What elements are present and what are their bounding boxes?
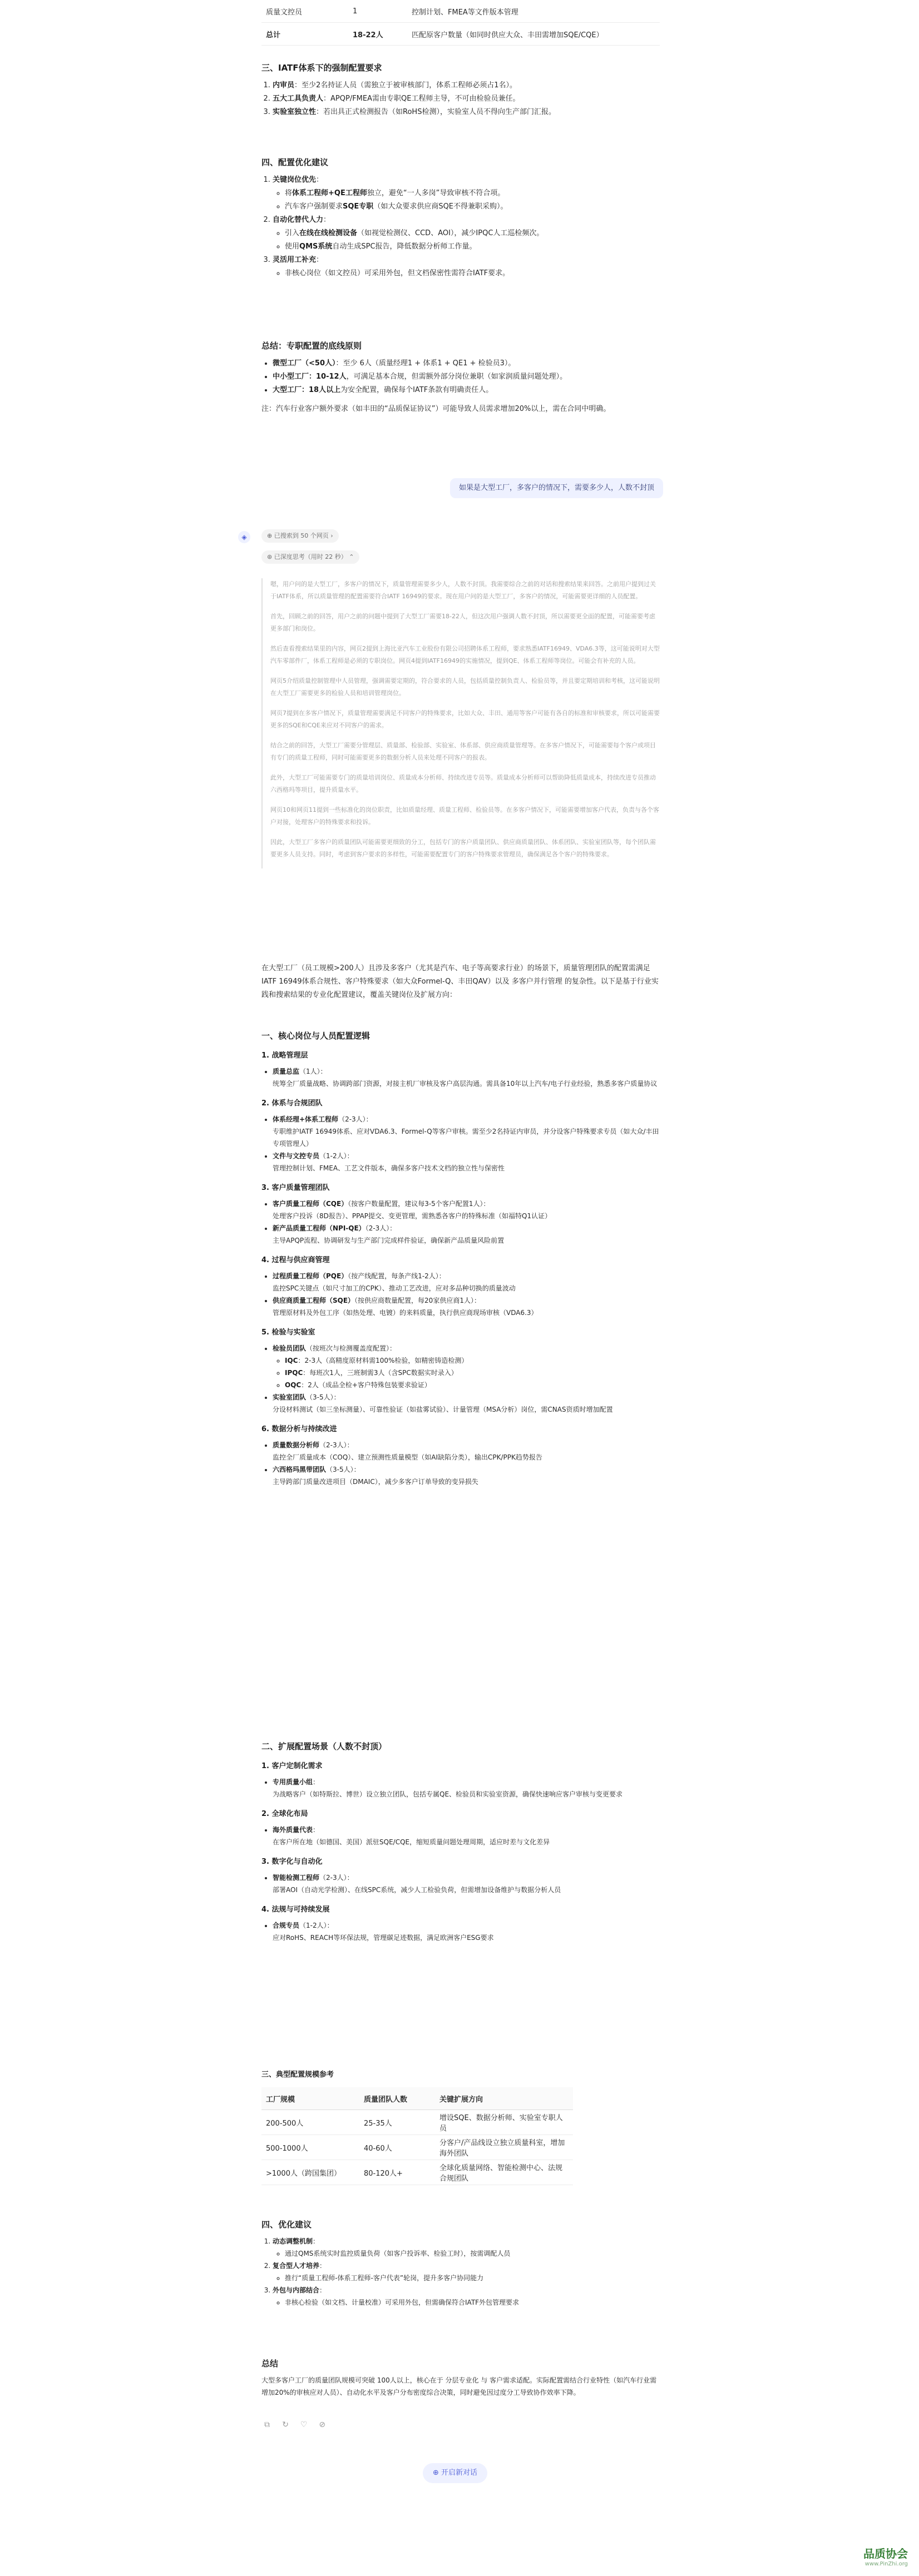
table-cell: 控制计划、FMEA等文件版本管理 bbox=[407, 0, 660, 23]
watermark-url: www.PinZhi.org bbox=[864, 2561, 908, 2567]
section-title: 三、IATF体系下的强制配置要求 bbox=[261, 63, 382, 73]
list-item: • 质量数据分析师（2-3人）： 监控全厂质量成本（COQ）、建立预测性质量模型（如AI缺陷分类），输出CPK/PPK趋势报告 bbox=[273, 1439, 660, 1463]
section-title: 四、配置优化建议 bbox=[261, 157, 329, 167]
list-item: • 供应商质量工程师（SQE）（按供应商数量配置，每20家供应商1人）： 管理原材料及外包工序（如热处理、电镀）的来料质量，执行供应商现场审核（VDA6.3） bbox=[273, 1294, 660, 1319]
section-title: 总结：专职配置的底线原则 bbox=[261, 341, 362, 351]
summary-baseline-section bbox=[261, 339, 660, 416]
reasoning-paragraph: 结合之前的回答，大型工厂需要分管理层、质量部、检验部、实验室、体系部、供应商质量管理等。在多客户情况下，可能需要每个客户或项目有专门的质量工程师，同时可能需要更多的数据分析人员来处理不同客户的报表。 bbox=[270, 742, 656, 761]
group-system bbox=[261, 1098, 660, 1174]
copy-icon[interactable]: ⧉ bbox=[264, 2420, 270, 2429]
section-title: 四、优化建议 bbox=[261, 2220, 312, 2230]
reasoning-paragraph: 网页5介绍质量控制管理中人员管理，强调需要定期的，符合要求的人员，包括质量控制负责人、检验员等，并且要定期培训和考核，这可能说明在大型工厂需要更多的检验人员和培训管理岗位。 bbox=[270, 677, 660, 697]
group-title: 4. 过程与供应商管理 bbox=[261, 1256, 330, 1264]
chevron-up-icon: ⌃ bbox=[349, 553, 354, 560]
group-data-improvement bbox=[261, 1423, 660, 1488]
list-item: • 过程质量工程师（PQE）（按产线配置，每条产线1-2人）： 监控SPC关键点（如尺寸加工的CPK）、推动工艺改进，应对多品种切换的质量波动 bbox=[273, 1270, 660, 1294]
group-title: 2. 全球化布局 bbox=[261, 1810, 308, 1818]
conclusion-text: 大型多客户工厂的质量团队规模可突破 100人以上，核心在于 分层专业化 与 客户需求适配。实际配置需结合行业特性（如汽车行业需增加20%的审核应对人员）、自动化水平及客户分布密度综合决策，同时避免因过度分工导致协作效率下降。 bbox=[261, 2376, 657, 2396]
section-title: 总结 bbox=[261, 2359, 279, 2369]
iatf-requirements-section bbox=[261, 61, 660, 119]
thumbs-down-icon[interactable]: ⊘ bbox=[319, 2420, 326, 2429]
table-cell: 1 bbox=[348, 0, 407, 23]
table-row bbox=[261, 2135, 573, 2160]
thinking-toggle-pill[interactable]: ⊛ 已深度思考（用时 22 秒） ⌃ bbox=[261, 550, 359, 564]
list-item: 1. 内审员：至少2名持证人员（需独立于被审核部门，体系工程师必须占1名）。 bbox=[273, 79, 660, 92]
list-item: • 智能检测工程师（2-3人）： 部署AOI（自动光学检测）、在线SPC系统，减少人工检验负荷，但需增加设备维护与数据分析人员 bbox=[273, 1872, 660, 1896]
list-item: ◦ 汽车客户强制要求SQE专职（如大众要求供应商SQE不得兼职采购）。 bbox=[285, 200, 660, 214]
list-item: • 检验员团队（按班次与检测覆盖度配置）： ◦ IQC：2-3人（高精度原材料需100%检验，如精密铸造检测） ◦ IPQC：每班次1人，三班制需3人（含SPC数据实时录入） ◦ OQC：2人（成品全检+客户特殊包装要求验证） bbox=[273, 1342, 660, 1391]
top-table bbox=[261, 0, 660, 46]
thumbs-up-icon[interactable]: ♡ bbox=[300, 2420, 308, 2429]
requirements-list bbox=[261, 79, 660, 119]
list-item: ◦ IPQC：每班次1人，三班制需3人（含SPC数据实时录入） bbox=[285, 1367, 660, 1379]
optimization-list bbox=[261, 173, 660, 280]
group-custom bbox=[261, 1760, 660, 1800]
table-cell: 80-120人+ bbox=[359, 2160, 435, 2185]
watermark bbox=[863, 2545, 908, 2567]
list-item: 3. 实验室独立性：若出具正式检测报告（如RoHS检测），实验室人员不得向生产部门汇报。 bbox=[273, 106, 660, 119]
top-table-container bbox=[261, 0, 660, 46]
reasoning-paragraph: 然后查看搜索结果里的内容，网页2提到上海比亚汽车工业股份有限公司招聘体系工程师，要求熟悉IATF16949、VDA6.3等，这可能说明对大型汽车零部件厂，体系工程师是必须的专职岗位。网页4提到IATF16949的实施情况，提到QE、体系工程师等岗位。可能会有补充的人员。 bbox=[270, 645, 660, 664]
group-inspection-lab bbox=[261, 1327, 660, 1416]
list-item: • 中小型工厂：10-12人，可满足基本合规，但需额外部分岗位兼职（如家润质量问题处理）。 bbox=[273, 370, 660, 384]
table-cell: 25-35人 bbox=[359, 2110, 435, 2135]
conclusion-section bbox=[261, 2357, 660, 2399]
group-global bbox=[261, 1808, 660, 1848]
table-row bbox=[261, 0, 660, 23]
table-cell: 500-1000人 bbox=[261, 2135, 359, 2160]
group-digital bbox=[261, 1856, 660, 1896]
list-item: • 微型工厂（<50人）：至少 6人（质量经理1 + 体系1 + QE1 + 检验员3）。 bbox=[273, 357, 660, 370]
list-item: ◦ 非核心岗位（如文控员）可采用外包，但文档保密性需符合IATF要求。 bbox=[285, 267, 660, 280]
search-results-pill[interactable]: ⊕ 已搜索到 50 个网页 › bbox=[261, 529, 339, 543]
list-item: • 质量总监（1人）： 统筹全厂质量战略、协调跨部门资源，对接主机厂审核及客户高层沟通。需具备10年以上汽车/电子行业经验，熟悉多客户质量协议 bbox=[273, 1065, 660, 1090]
table-cell: 匹配原客户数量（如同时供应大众、丰田需增加SQE/CQE） bbox=[407, 23, 660, 46]
list-item: 2. 自动化替代人力： ◦ 引入在线在线检测设备（如视觉检测仪、CCD、AOI），减少IPQC人工巡检频次。 ◦ 使用QMS系统自动生成SPC报告，降低数据分析师工作量。 bbox=[273, 214, 660, 254]
list-item: • 大型工厂：18人以上为安全配置，确保每个IATF条款有明确责任人。 bbox=[273, 384, 660, 397]
reasoning-paragraph: 嗯，用户问的是大型工厂，多客户的情况下，质量管理需要多少人，人数不封顶。我需要综合之前的对话和搜索结果来回答。之前用户提到过关于IATF体系，所以质量管理的配置需要符合IATF 16949的要求。现在用户问的是大型工厂，多客户的情况，可能需要更详细的人员配置。 bbox=[270, 580, 656, 600]
group-compliance bbox=[261, 1904, 660, 1944]
new-chat-button[interactable]: ⊕ 开启新对话 bbox=[423, 2463, 487, 2483]
table-header: 工厂规模 bbox=[261, 2087, 359, 2110]
list-item: • 文件与文控专员（1-2人）： 管理控制计划、FMEA、工艺文件版本，确保多客户技术文档的独立性与保密性 bbox=[273, 1150, 660, 1174]
globe-icon: ⊕ bbox=[267, 532, 274, 539]
list-item: • 六西格玛黑带团队（3-5人）： 主导跨部门质量改进项目（DMAIC），减少多客户订单导致的变异损失 bbox=[273, 1463, 660, 1488]
table-row bbox=[261, 2160, 573, 2185]
group-title: 3. 客户质量管理团队 bbox=[261, 1184, 330, 1192]
thinking-status bbox=[261, 550, 660, 564]
group-title: 5. 检验与实验室 bbox=[261, 1328, 315, 1337]
table-cell: >1000人（跨国集团） bbox=[261, 2160, 359, 2185]
think-icon: ⊛ bbox=[267, 553, 274, 560]
group-process-supplier bbox=[261, 1254, 660, 1319]
list-item: 3. 外包与内部结合： ◦ 非核心检验（如文档、计量校准）可采用外包，但需确保符合IATF外包管理要求 bbox=[273, 2284, 660, 2309]
optimization-suggestions-section bbox=[261, 2218, 660, 2309]
group-title: 4. 法规与可持续发展 bbox=[261, 1905, 330, 1914]
suggestions-list bbox=[261, 2235, 660, 2309]
optimization-section bbox=[261, 156, 660, 280]
table-header: 关键扩展方向 bbox=[435, 2087, 573, 2110]
table-cell: 40-60人 bbox=[359, 2135, 435, 2160]
group-title: 6. 数据分析与持续改进 bbox=[261, 1425, 337, 1433]
group-strategy bbox=[261, 1050, 660, 1090]
answer-intro bbox=[261, 962, 660, 1002]
list-item: ◦ 非核心检验（如文档、计量校准）可采用外包，但需确保符合IATF外包管理要求 bbox=[285, 2296, 660, 2309]
watermark-title: 品质协会 bbox=[863, 2547, 908, 2560]
regenerate-icon[interactable]: ↻ bbox=[282, 2420, 289, 2429]
scale-table bbox=[261, 2087, 573, 2185]
table-cell: 增设SQE、数据分析师、实验室专职人员 bbox=[435, 2110, 573, 2135]
list-item: • 合规专员（1-2人）： 应对RoHS、REACH等环保法规，管理碳足迹数据，满足欧洲客户ESG要求 bbox=[273, 1919, 660, 1944]
table-row bbox=[261, 23, 660, 46]
section-title: 三、典型配置规模参考 bbox=[261, 2071, 334, 2079]
section-title: 二、扩展配置场景（人数不封顶） bbox=[261, 1741, 387, 1751]
summary-note: 注：汽车行业客户额外要求（如丰田的“品质保证协议”）可能导致人员需求增加20%以上，需在合同中明确。 bbox=[261, 405, 611, 413]
reasoning-paragraph: 网页10和网页11提到一些标准化的岗位职责，比如质量经理、质量工程师、检验员等。在多客户情况下，可能需要增加客户代表，负责与各个客户对接，处理客户的特殊要求和投诉。 bbox=[270, 806, 659, 826]
user-message-bubble: 如果是大型工厂，多客户的情况下，需要多少人，人数不封顶 bbox=[450, 478, 663, 498]
table-cell: 18-22人 bbox=[348, 23, 407, 46]
table-cell: 分客户/产品线设立独立质量科室，增加海外团队 bbox=[435, 2135, 573, 2160]
section-title: 一、核心岗位与人员配置逻辑 bbox=[261, 1031, 370, 1041]
list-item: 2. 五大工具负责人：APQP/FMEA需由专职QE工程师主导，不可由检验员兼任。 bbox=[273, 92, 660, 106]
table-row bbox=[261, 2110, 573, 2135]
list-item: • 新产品质量工程师（NPI-QE）（2-3人）： 主导APQP流程、协调研发与生产部门完成样件验证，确保新产品质量风险前置 bbox=[273, 1222, 660, 1247]
list-item: 1. 关键岗位优先： ◦ 将体系工程师+QE工程师独立，避免“一人多岗”导致审核不符合项。 ◦ 汽车客户强制要求SQE专职（如大众要求供应商SQE不得兼职采购）。 bbox=[273, 173, 660, 214]
list-item: 3. 灵活用工补充： ◦ 非核心岗位（如文控员）可采用外包，但文档保密性需符合IATF要求。 bbox=[273, 254, 660, 280]
core-roles-section bbox=[261, 1030, 660, 1488]
group-customer-quality bbox=[261, 1182, 660, 1247]
summary-list bbox=[261, 357, 660, 397]
new-chat-icon: ⊕ bbox=[433, 2469, 442, 2477]
list-item: ◦ 通过QMS系统实时监控质量负荷（如客户投诉率、检验工时），按需调配人员 bbox=[285, 2247, 660, 2260]
chevron-right-icon: › bbox=[330, 532, 333, 539]
list-item: • 专用质量小组： 为战略客户（如特斯拉、博世）设立独立团队，包括专属QE、检验员和实验室资源，确保快速响应客户审核与变更要求 bbox=[273, 1776, 660, 1800]
list-item: ◦ 使用QMS系统自动生成SPC报告，降低数据分析师工作量。 bbox=[285, 240, 660, 254]
table-cell: 总计 bbox=[261, 23, 348, 46]
message-actions bbox=[261, 2419, 660, 2430]
extended-scenarios-section bbox=[261, 1740, 660, 1944]
list-item: ◦ OQC：2人（成品全检+客户特殊包装要求验证） bbox=[285, 1379, 660, 1391]
group-title: 1. 客户定制化需求 bbox=[261, 1762, 323, 1770]
group-title: 2. 体系与合规团队 bbox=[261, 1099, 323, 1108]
list-item: • 客户质量工程师（CQE）（按客户数量配置，建议每3-5个客户配置1人）： 处理客户投诉（8D报告）、PPAP提交、变更管理，需熟悉各客户的特殊标准（如福特Q1认证） bbox=[273, 1198, 660, 1222]
reasoning-block bbox=[261, 578, 660, 868]
table-cell: 200-500人 bbox=[261, 2110, 359, 2135]
reasoning-paragraph: 网页7提到在多客户情况下，质量管理需要满足不同客户的特殊要求，比如大众、丰田、通用等客户可能有各自的标准和审核要求，所以可能需要更多的SQE和CQE来应对不同客户的需求。 bbox=[270, 709, 660, 729]
assistant-avatar-icon: ◈ bbox=[238, 531, 250, 543]
list-item: • 体系经理+体系工程师（2-3人）： 专职维护IATF 16949体系、应对VDA6.3、Formel-Q等客户审核。需至少2名持证内审员，并分设客户特殊要求专员（如大众/丰田专项管理人） bbox=[273, 1113, 660, 1150]
table-cell: 全球化质量网络、智能检测中心、法规合规团队 bbox=[435, 2160, 573, 2185]
list-item: 2. 复合型人才培养： ◦ 推行“质量工程师-体系工程师-客户代表”轮岗，提升多客户协同能力 bbox=[273, 2260, 660, 2284]
intro-paragraph: 在大型工厂（员工规模>200人）且涉及多客户（尤其是汽车、电子等高要求行业）的场景下，质量管理团队的配置需满足 IATF 16949体系合规性、客户特殊要求（如大众Formel-Q、丰田QAV）以及 多客户并行管理 的复杂性。以下是基于行业实践和搜索结果的专业化配置建议，覆盖关键岗位及扩展方向： bbox=[261, 964, 659, 999]
list-item: ◦ 推行“质量工程师-体系工程师-客户代表”轮岗，提升多客户协同能力 bbox=[285, 2272, 660, 2284]
reasoning-paragraph: 首先，回顾之前的回答，用户之前的问题中提到了大型工厂需要18-22人，但这次用户强调人数不封顶，所以需要更全面的配置，可能需要考虑更多部门和岗位。 bbox=[270, 613, 655, 632]
list-item: ◦ 将体系工程师+QE工程师独立，避免“一人多岗”导致审核不符合项。 bbox=[285, 187, 660, 200]
group-title: 3. 数字化与自动化 bbox=[261, 1858, 323, 1866]
search-status bbox=[261, 529, 660, 543]
list-item: ◦ IQC：2-3人（高精度原材料需100%检验，如精密铸造检测） bbox=[285, 1354, 660, 1367]
reasoning-paragraph: 因此，大型工厂多客户的质量团队可能需要更细致的分工，包括专门的客户质量团队、供应商质量团队、体系团队、实验室团队等，每个团队需要更多人员支持。同时，考虑到客户要求的多样性，可能需要配置专门的客户特殊要求管理员，确保满足各个客户的特殊要求。 bbox=[270, 838, 656, 858]
list-item: 1. 动态调整机制： ◦ 通过QMS系统实时监控质量负荷（如客户投诉率、检验工时），按需调配人员 bbox=[273, 2235, 660, 2260]
table-cell: 质量文控员 bbox=[261, 0, 348, 23]
list-item: • 海外质量代表： 在客户所在地（如德国、美国）派驻SQE/CQE，缩短质量问题处理周期，适应时差与文化差异 bbox=[273, 1824, 660, 1848]
group-title: 1. 战略管理层 bbox=[261, 1051, 308, 1060]
scale-reference-section bbox=[261, 2068, 660, 2185]
reasoning-paragraph: 此外，大型工厂可能需要专门的质量培训岗位、质量成本分析师、持续改进专员等。质量成本分析师可以帮助降低质量成本，持续改进专员推动六西格玛等项目，提升质量水平。 bbox=[270, 774, 656, 793]
table-header: 质量团队人数 bbox=[359, 2087, 435, 2110]
list-item: • 实验室团队（3-5人）： 分设材料测试（如三坐标测量）、可靠性验证（如盐雾试验）、计量管理（MSA分析）岗位，需CNAS资质时增加配置 bbox=[273, 1391, 660, 1416]
table-header-row bbox=[261, 2087, 573, 2110]
list-item: ◦ 引入在线在线检测设备（如视觉检测仪、CCD、AOI），减少IPQC人工巡检频次。 bbox=[285, 227, 660, 240]
